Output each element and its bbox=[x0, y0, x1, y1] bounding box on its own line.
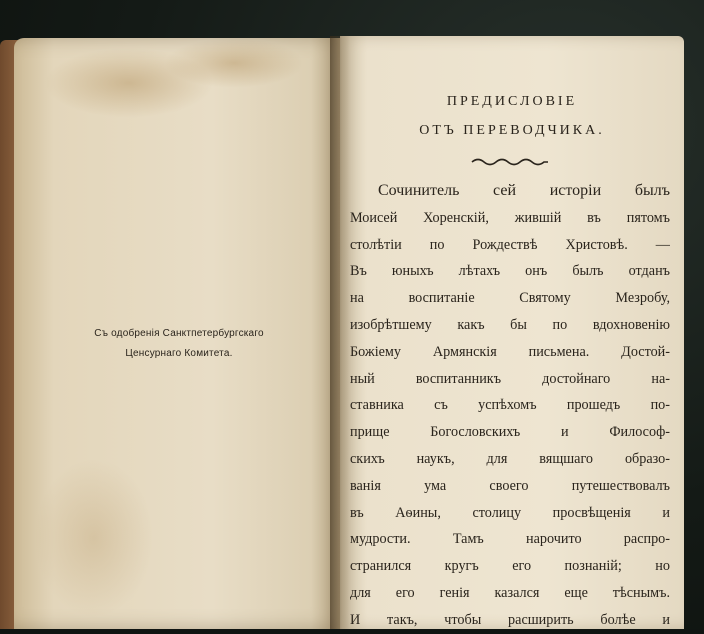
text-line: въ Аѳины, столицу просвѣщенія и bbox=[350, 504, 670, 521]
text-line: Божіему Армянскія письмена. Достой- bbox=[350, 343, 670, 360]
book-spine-shadow bbox=[330, 36, 350, 629]
text-line: изобрѣтшему какъ бы по вдохновенію bbox=[350, 316, 670, 333]
text-line: Моисей Хоренскій, жившій въ пятомъ bbox=[350, 209, 670, 226]
text-line: ставника съ успѣхомъ прошедъ по- bbox=[350, 397, 670, 414]
ornament-divider bbox=[470, 156, 550, 168]
approval-line-1: Съ одобренія Санктпетербургскаго bbox=[94, 328, 264, 339]
page-subtitle: ОТЪ ПЕРЕВОДЧИКА. bbox=[419, 123, 605, 138]
water-stain bbox=[34, 458, 154, 618]
text-line: ванія ума своего путешествовалъ bbox=[350, 477, 670, 494]
text-line: Въ юныхъ лѣтахъ онъ былъ отданъ bbox=[350, 263, 670, 280]
page-title: ПРЕДИСЛОВІЕ bbox=[446, 94, 578, 109]
text-line: для его генія казался еще тѣснымъ. bbox=[350, 584, 670, 601]
approval-line-2: Ценсурнаго Комитета. bbox=[125, 348, 233, 359]
censorship-approval bbox=[14, 324, 344, 364]
preface-text bbox=[350, 178, 670, 634]
right-page bbox=[340, 36, 684, 629]
text-line: скихъ наукъ, для вящшаго образо- bbox=[350, 450, 670, 467]
text-line: на воспитаніе Святому Мезробу, bbox=[350, 290, 670, 307]
text-line: мудрости. Тамъ нарочито распро- bbox=[350, 531, 670, 548]
text-line: ный воспитанникъ достойнаго на- bbox=[350, 370, 670, 387]
text-line: Сочинитель сей исторіи былъ bbox=[378, 182, 670, 199]
water-stain bbox=[164, 38, 304, 88]
text-line: столѣтіи по Рождествѣ Христовѣ. — bbox=[350, 236, 670, 253]
text-line: прище Богословскихъ и Философ- bbox=[350, 424, 670, 441]
text-line: И такъ, чтобы расширить болѣе и bbox=[350, 611, 670, 628]
left-page bbox=[14, 38, 344, 629]
text-line: странился кругъ его познаній; но bbox=[350, 558, 670, 575]
